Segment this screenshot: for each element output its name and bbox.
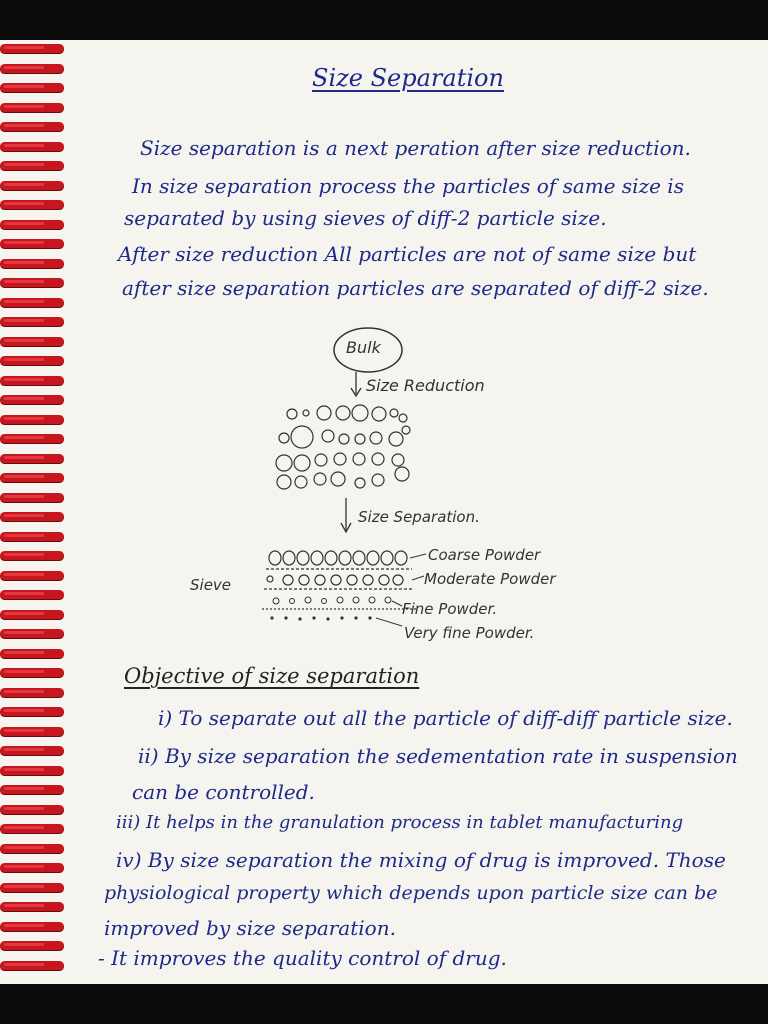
- size-reduction-label: Size Reduction: [366, 376, 485, 395]
- intro-line-3: separated by using sieves of diff-2 particle size.: [124, 206, 607, 230]
- very-fine-layer: [270, 616, 371, 620]
- spiral-highlight: [4, 66, 44, 69]
- very-fine-powder-label: Very fine Powder.: [404, 624, 535, 642]
- spiral-highlight: [4, 144, 44, 147]
- spiral-highlight: [4, 748, 44, 751]
- spiral-highlight: [4, 202, 44, 205]
- moderate-powder-label: Moderate Powder: [424, 570, 556, 588]
- spiral-highlight: [4, 261, 44, 264]
- bulk-label: Bulk: [346, 338, 381, 357]
- spiral-highlight: [4, 631, 44, 634]
- size-separation-diagram: [180, 318, 580, 658]
- page-title: Size Separation: [312, 64, 504, 92]
- spiral-highlight: [4, 280, 44, 283]
- objective-line-5: iv) By size separation the mixing of drug is improved. Those: [116, 848, 726, 872]
- spiral-highlight: [4, 651, 44, 654]
- coarse-layer: [269, 551, 407, 565]
- spiral-highlight: [4, 436, 44, 439]
- spiral-highlight: [4, 768, 44, 771]
- size-separation-label: Size Separation.: [358, 508, 480, 526]
- spiral-highlight: [4, 592, 44, 595]
- spiral-highlight: [4, 943, 44, 946]
- spiral-highlight: [4, 670, 44, 673]
- objective-line-1: i) To separate out all the particle of diff-diff particle size.: [158, 706, 733, 730]
- mixed-particles: [276, 405, 410, 489]
- spiral-highlight: [4, 807, 44, 810]
- spiral-highlight: [4, 963, 44, 966]
- spiral-highlight: [4, 514, 44, 517]
- intro-line-4: After size reduction All particles are not of same size but: [118, 242, 697, 266]
- sieve-label: Sieve: [190, 576, 232, 594]
- spiral-highlight: [4, 85, 44, 88]
- moderate-layer: [267, 575, 403, 585]
- spiral-highlight: [4, 183, 44, 186]
- spiral-highlight: [4, 163, 44, 166]
- spiral-highlight: [4, 690, 44, 693]
- objective-line-4: iii) It helps in the granulation process in tablet manufacturing: [116, 812, 684, 833]
- spiral-highlight: [4, 456, 44, 459]
- fine-layer: [273, 597, 391, 604]
- spiral-highlight: [4, 105, 44, 108]
- spiral-highlight: [4, 300, 44, 303]
- spiral-highlight: [4, 319, 44, 322]
- intro-line-1: Size separation is a next peration after size reduction.: [140, 136, 691, 160]
- fine-powder-label: Fine Powder.: [402, 600, 498, 618]
- spiral-highlight: [4, 397, 44, 400]
- spiral-highlight: [4, 475, 44, 478]
- spiral-highlight: [4, 904, 44, 907]
- intro-line-5: after size separation particles are separated of diff-2 size.: [122, 276, 709, 300]
- spiral-highlight: [4, 729, 44, 732]
- spiral-highlight: [4, 358, 44, 361]
- spiral-highlight: [4, 826, 44, 829]
- spiral-highlight: [4, 46, 44, 49]
- objective-line-6: physiological property which depends upon particle size can be: [104, 882, 718, 904]
- objective-line-7: improved by size separation.: [104, 916, 396, 940]
- spiral-highlight: [4, 339, 44, 342]
- spiral-highlight: [4, 553, 44, 556]
- spiral-highlight: [4, 787, 44, 790]
- objective-line-2: ii) By size separation the sedementation rate in suspension: [138, 744, 738, 768]
- objective-line-8: - It improves the quality control of drug.: [98, 946, 507, 970]
- spiral-highlight: [4, 865, 44, 868]
- spiral-highlight: [4, 495, 44, 498]
- objective-line-3: can be controlled.: [132, 780, 315, 804]
- spiral-highlight: [4, 846, 44, 849]
- spiral-highlight: [4, 417, 44, 420]
- spiral-highlight: [4, 709, 44, 712]
- spiral-highlight: [4, 534, 44, 537]
- spiral-highlight: [4, 924, 44, 927]
- objective-heading: Objective of size separation: [124, 664, 420, 688]
- spiral-highlight: [4, 573, 44, 576]
- spiral-highlight: [4, 378, 44, 381]
- spiral-highlight: [4, 885, 44, 888]
- intro-line-2: In size separation process the particles of same size is: [132, 174, 684, 198]
- coarse-powder-label: Coarse Powder: [428, 546, 541, 564]
- spiral-highlight: [4, 241, 44, 244]
- spiral-highlight: [4, 124, 44, 127]
- spiral-highlight: [4, 222, 44, 225]
- spiral-highlight: [4, 612, 44, 615]
